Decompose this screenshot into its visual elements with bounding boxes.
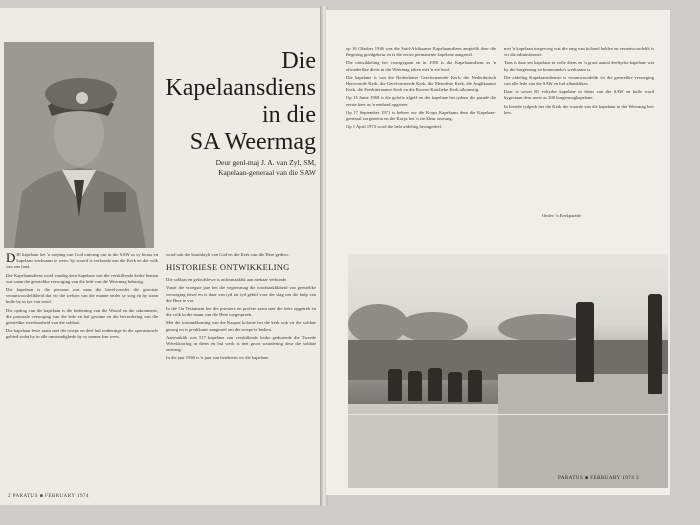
tree-shape (498, 314, 588, 342)
paragraph: Die kapelaan lewe saam met die troepe en deel hul ontberinge in die operasionele gebied sodat hy in alle omstandighede by sy manne kan wees. (6, 328, 158, 340)
left-column-1 (6, 252, 158, 492)
paragraph: Tans is daar ses kapelane in volle diens en 'n groot aantal deeltydse kapelane wat by die burgermag en kommando's werksaam is. (504, 60, 654, 72)
seated-figure (428, 368, 442, 401)
paragraph: word ook die koninkryk van God en die Kerk van die Here gedien. (166, 252, 289, 257)
paragraph: Die opdrag van die kapelaan is die bediening van die Woord en die sakramente, die pastorale versorging van die lede en hul gesinne en die bevordering van die geestelike weerbaarheid van die soldaat. (6, 307, 158, 326)
paragraph: Die ontwikkeling het voortgegaan en in 1950 is die Kapelaansdiens as 'n afsonderlike diens in die Weermag erken met 'n eie hoof. (346, 60, 496, 72)
left-column-2 (166, 252, 316, 492)
paragraph: Vanaf die vroegste jare het die vegtersmag die noodsaaklikheid van geestelike versorging besef en is daar van tyd tot tyd gebid voor die slag om die hulp van die Here te vra. (166, 285, 316, 303)
ground (348, 404, 498, 488)
soldier-figure (648, 294, 662, 394)
section-heading: HISTORIESE ONTWIKKELING (166, 262, 290, 273)
photo-caption: Onder: 'n Kerkparade (542, 213, 581, 218)
paragraph: Aanvanklik was 517 kapelane van verskillende kerke gedurende die Tweede Wêreldoorlog in diens en hul werk is met groot waardering deur die soldate ontvang. (166, 334, 316, 353)
paragraph: Die Kapelaansdiens word vandag deur kapelane van die verskillende kerke beman wat saam die geestelike versorging van die lede van die Weermag behartig. (6, 272, 158, 284)
paragraph: Die kapelane is van die Nederduitse Gereformeerde Kerk, die Nederduitsch Hervormde Kerk, die Gereformeerde Kerk, die Metodiste Kerk, die Anglikaanse Kerk, die Presbiteriaanse Kerk en die Rooms-Katolieke Kerk afkomstig. (346, 74, 496, 93)
paragraph: Die afdeling Kapelaansdienste is verantwoordelik vir die geestelike versorging van alle lede van die SAW en hul afhanklikes. (504, 74, 654, 87)
drop-cap: D (6, 252, 16, 265)
paragraph: In die Ou Testament het die priesters en profete saam met die leërs opgetrek en die volk in die naam van die Here toegespreek. (166, 306, 316, 318)
paragraph: Daar is sowat 80 voltydse kapelane in diens van die SAW en hulle word bygestaan deur meer as 300 burgermagkapelane. (504, 89, 654, 101)
paragraph: op 16 Oktober 1946 was die Suid-Afrikaanse Kapelaansdiens amptelik deur die Regering goedgekeur en is die eerste permanente kapelane aangestel. (346, 46, 496, 58)
seated-figure (468, 370, 482, 402)
left-footer: 2 PARATUS ■ FEBRUARY 1974 (8, 494, 90, 499)
church-parade-photo (348, 254, 668, 488)
right-footer: PARATUS ■ FEBRUARY 1974 3 (558, 476, 640, 481)
paragraph: Met die totstandkoming van die Kaapse kolonie het die kerk ook vir die soldate gesorg en is predikante aangestel om die troepe te bedien. (166, 320, 316, 332)
right-column-2 (504, 46, 654, 196)
paragraph: Op 17 September 1971 is beheer oor die Korps Kapelaans deur die Kapelaan-generaal oorgeneem en die Korps het 'n eie kleur ontvang. (346, 109, 496, 122)
paragraph: In hierdie tydperk het die Kerk die waarde van die kapelaan in die Weermag leer ken. (504, 103, 654, 115)
intro-paragraph (6, 252, 158, 271)
right-column-1 (346, 46, 496, 248)
article-title (162, 48, 316, 156)
right-page (326, 10, 670, 495)
paragraph: Die kapelaan is die persoon wat naas die bevelvoerder die grootste verantwoordelikheid dra vir die welsyn van die manne onder sy sorg en hy staan hulle by in tye van nood. (6, 287, 158, 305)
rope-barrier (348, 414, 668, 415)
general-portrait-icon (4, 42, 154, 248)
tree-shape (398, 312, 468, 342)
paragraph: Op 1 April 1973 word die hele afdeling heringedeel. (346, 124, 443, 130)
seated-figure (448, 372, 462, 402)
byline-line: Deur genl-maj J. A. van Zyl, SM, (215, 158, 316, 167)
paragraph: Op 13 Junie 1968 is die gelofte afgelê en die kapelane het tydens die parade die eerste keer as 'n eenheid opgetree. (346, 95, 496, 107)
seated-figure (408, 371, 422, 401)
paragraph: met 'n kapelaan toegevoeg wat die rang van kolonel beklee en verantwoordelik is vir die administrasie. (504, 46, 654, 58)
seated-figure (388, 369, 402, 401)
title-line: Kapelaansdiens (165, 75, 316, 101)
left-page (0, 8, 322, 505)
intro-text: IE kapelaan het 'n roeping van God ontvang om in die SAW as sy leraar en kapelaan werksaam te wees. Sy woord is verbonde aan die Kerk en die volk van ons land. (6, 252, 158, 270)
paragraph: In die jaar 1946 is 'n jaar van betekenis vir die kapelane. (166, 355, 270, 361)
title-line: in die (262, 102, 316, 128)
byline (162, 158, 316, 178)
byline-line: Kapelaan-generaal van die SAW (218, 168, 316, 177)
title-line: Die (281, 48, 316, 74)
portrait-photo (4, 42, 154, 248)
platform (498, 374, 668, 488)
paragraph: Die soldaat en geloofslewe is onlosmaaklik aan mekaar verbonde. (166, 277, 288, 283)
title-line: SA Weermag (189, 129, 316, 155)
chaplain-figure (576, 302, 594, 382)
